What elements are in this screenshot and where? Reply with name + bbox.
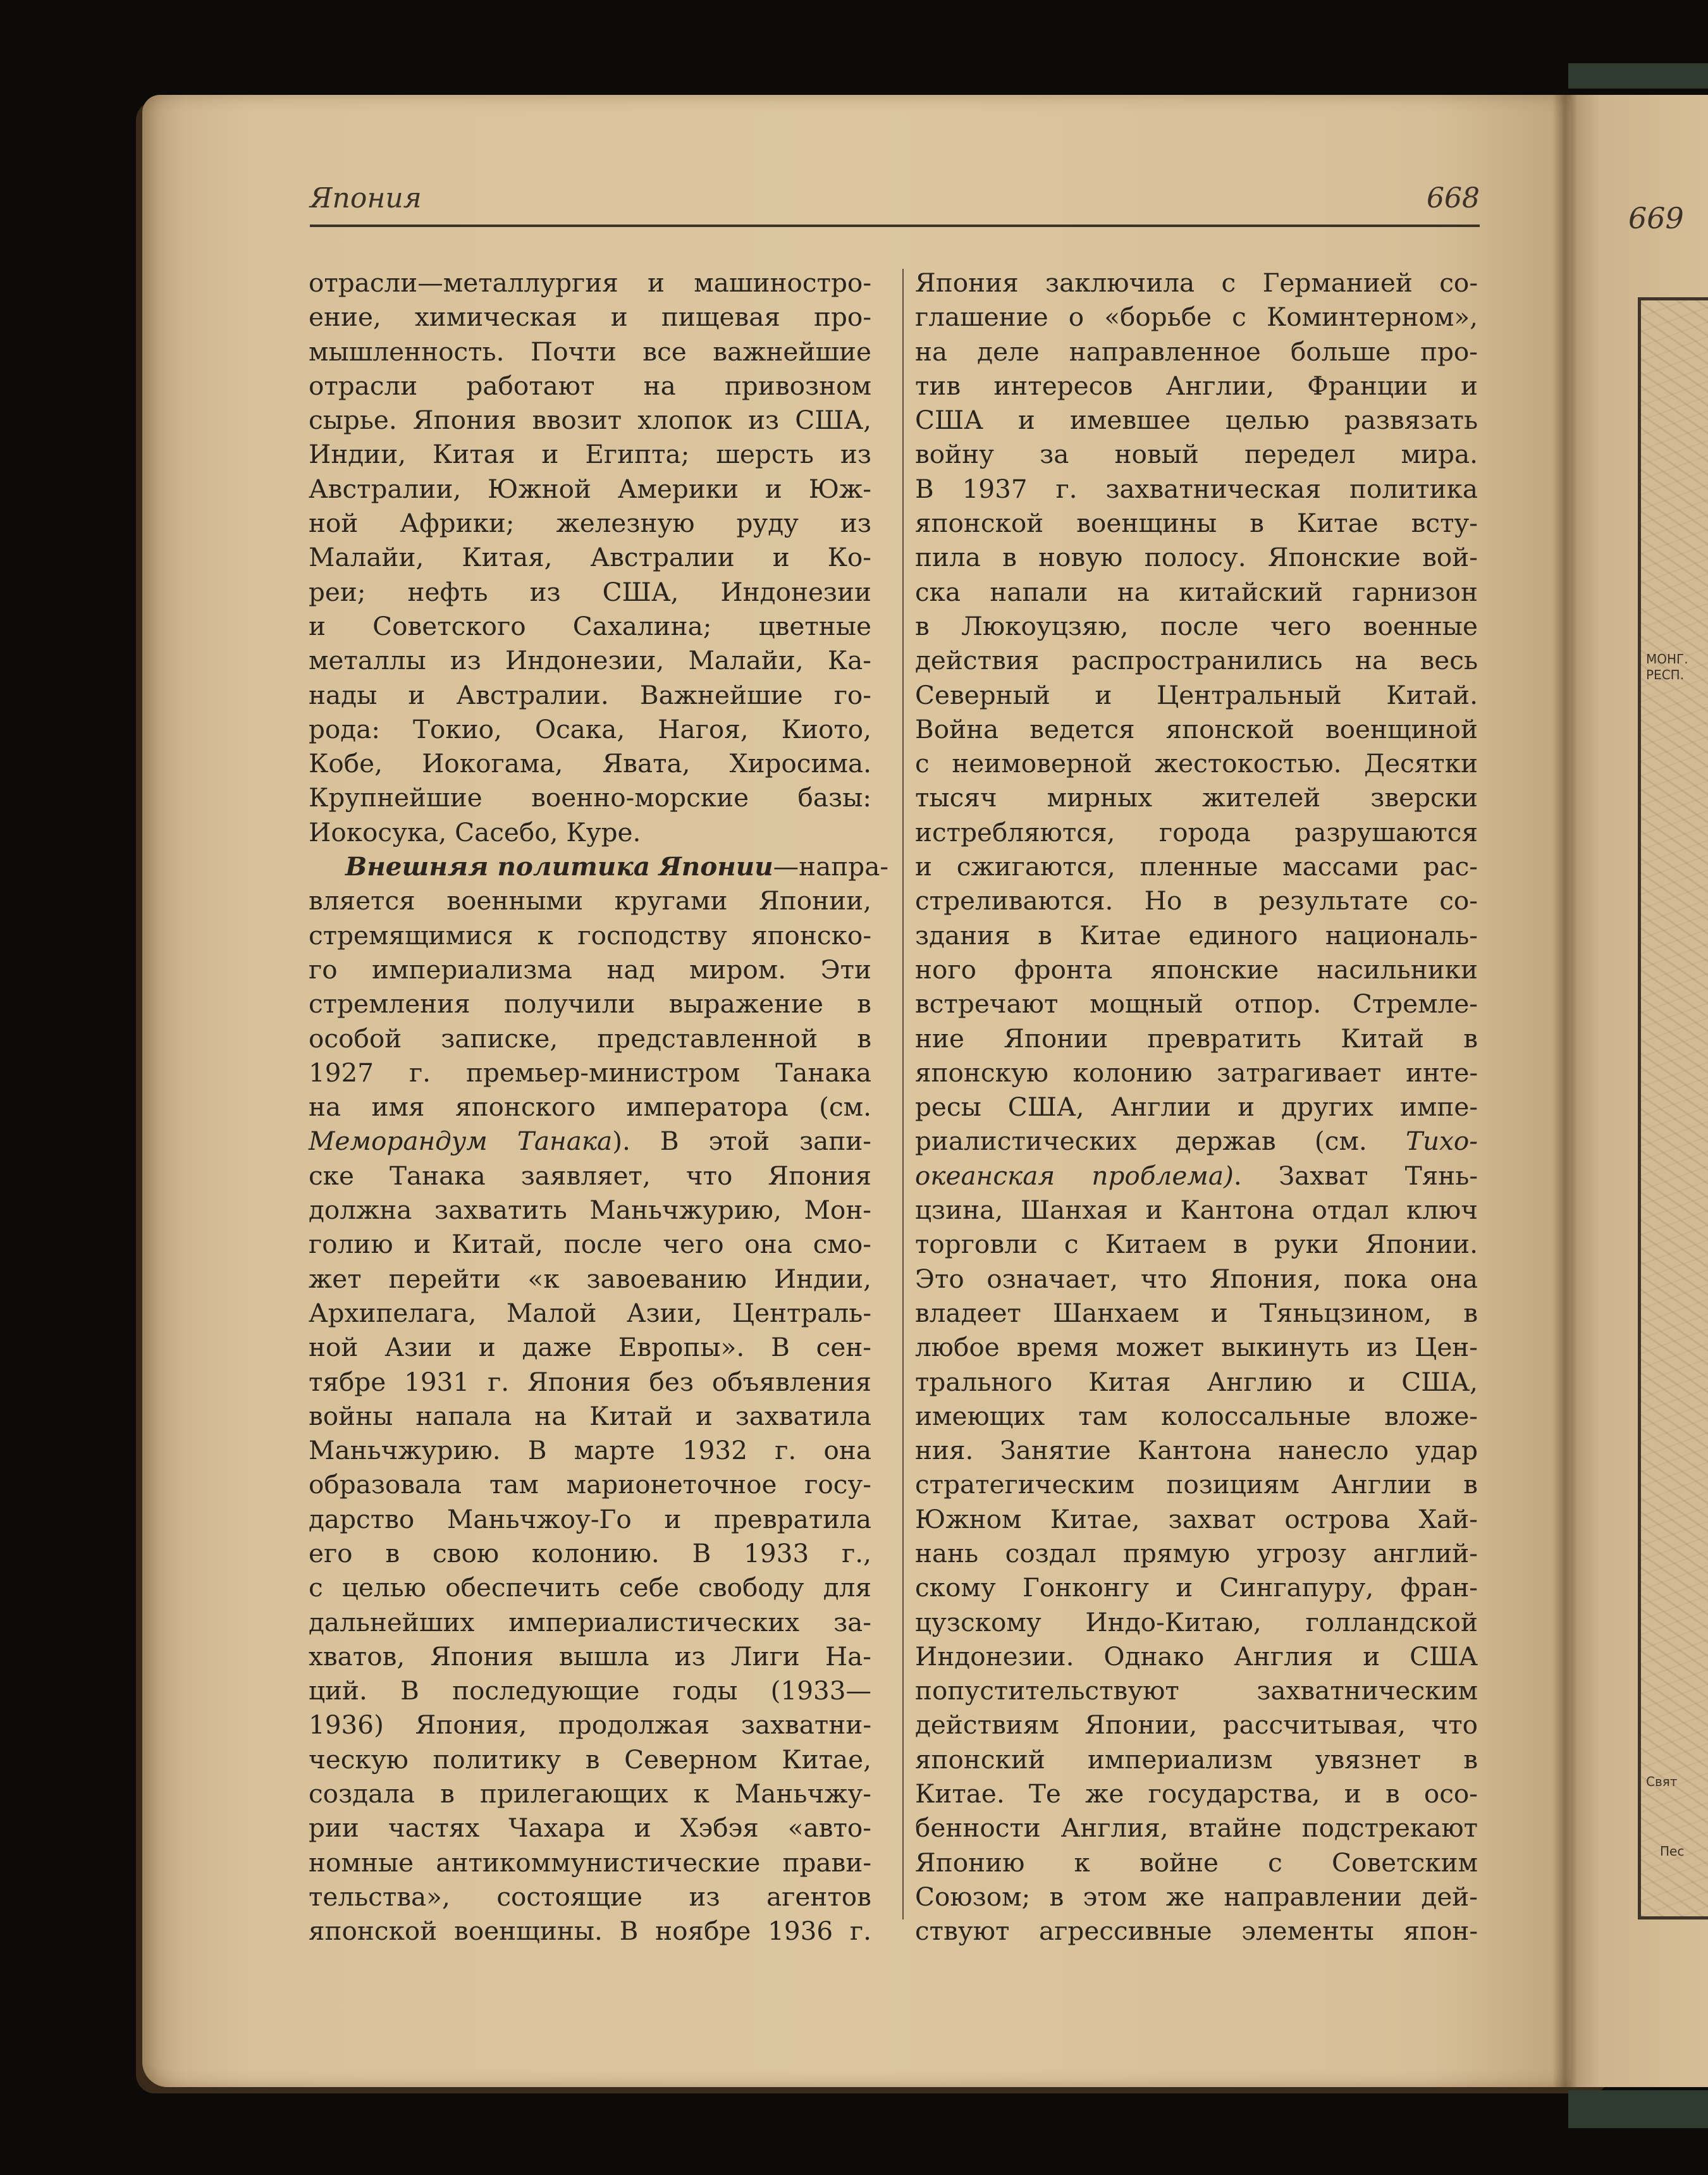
text-line	[309, 1124, 871, 1158]
text-line: реи; нефть из США, Индонезии	[309, 576, 871, 607]
text-line: Малайи, Китая, Австралии и Ко-	[309, 542, 871, 573]
text-line: цузскому Индо-Китаю, голландской	[915, 1606, 1478, 1637]
text-line: В 1937 г. захватническая политика	[915, 473, 1478, 504]
text-line: встречают мощный отпор. Стремле-	[915, 989, 1478, 1020]
text-line: японский империализм увязнет в	[915, 1744, 1478, 1775]
text-line: отрасли—металлургия и машиностро-	[309, 268, 871, 298]
text-line: нань создал прямую угрозу англий-	[915, 1537, 1478, 1568]
text-line: стратегическим позициям Англии в	[915, 1469, 1478, 1500]
text-line: с неимоверной жестокостью. Десятки	[915, 748, 1478, 779]
text-line	[309, 849, 889, 884]
section-heading: Внешняя политика Японии	[345, 851, 773, 882]
text-line: Война ведется японской военщиной	[915, 713, 1478, 744]
text-line: должна захватить Маньчжурию, Мон-	[309, 1195, 871, 1226]
text-line: 1936) Япония, продолжая захватни-	[309, 1710, 871, 1741]
text-line: Япония заключила с Германией со-	[915, 268, 1478, 298]
text-line: голию и Китай, после чего она смо-	[309, 1229, 871, 1260]
text-line: го империализма над миром. Эти	[309, 954, 871, 985]
text-line: Индонезии. Однако Англия и США	[915, 1641, 1478, 1672]
cross-reference: Тихо-	[1405, 1126, 1478, 1157]
text-line: и Советского Сахалина; цветные	[309, 610, 871, 641]
text-line: трального Китая Англию и США,	[915, 1366, 1478, 1397]
text-line: ной Азии и даже Европы». В сен-	[309, 1332, 871, 1363]
text-line: США и имевшее целью развязать	[915, 405, 1478, 436]
text-line: торговли с Китаем в руки Японии.	[915, 1229, 1478, 1260]
text-line: тябре 1931 г. Япония без объявления	[309, 1366, 871, 1397]
text-run: ). В этой запи-	[612, 1126, 871, 1157]
right-page-number: 669	[1628, 201, 1684, 235]
gutter-shadow	[1552, 95, 1578, 2087]
text-line: образовала там марионеточное госу-	[309, 1469, 871, 1500]
text-line: войну за новый передел мира.	[915, 439, 1478, 470]
right-text-column	[915, 266, 1478, 1949]
text-line: Иокосука, Сасебо, Куре.	[309, 816, 641, 847]
text-line: ние Японии превратить Китай в	[915, 1023, 1478, 1054]
text-line: дарство Маньчжоу-Го и превратила	[309, 1503, 871, 1534]
binding-bottom	[1568, 2090, 1708, 2128]
text-line: пила в новую полосу. Японские вой-	[915, 542, 1478, 573]
text-line: цзина, Шанхая и Кантона отдал ключ	[915, 1195, 1478, 1226]
text-line: Южном Китае, захват острова Хай-	[915, 1503, 1478, 1534]
text-line: Архипелага, Малой Азии, Централь-	[309, 1297, 871, 1328]
text-line: действиям Японии, рассчитывая, что	[915, 1710, 1478, 1741]
text-line: тив интересов Англии, Франции и	[915, 370, 1478, 401]
text-line: мышленность. Почти все важнейшие	[309, 336, 871, 367]
text-line: Кобе, Иокогама, Явата, Хиросима.	[309, 748, 871, 779]
text-line: здания в Китае единого националь-	[915, 920, 1478, 951]
text-line: японской военщины. В ноябре 1936 г.	[309, 1916, 871, 1947]
map-label: Пес	[1660, 1844, 1685, 1859]
text-line: Маньчжурию. В марте 1932 г. она	[309, 1435, 871, 1466]
text-line: особой записке, представленной в	[309, 1023, 871, 1054]
text-line: глашение о «борьбе с Коминтерном»,	[915, 302, 1478, 333]
text-line: истребляются, города разрушаются	[915, 816, 1478, 847]
map-fragment	[1638, 297, 1708, 1919]
text-line: скому Гонконгу и Сингапуру, фран-	[915, 1572, 1478, 1603]
cross-reference: океанская проблема)	[915, 1160, 1234, 1191]
text-line: бенности Англия, втайне подстрекают	[915, 1813, 1478, 1844]
text-line: номные антикоммунистические прави-	[309, 1847, 871, 1878]
text-line: владеет Шанхаем и Тяньцзином, в	[915, 1297, 1478, 1328]
text-line: тельства», состоящие из агентов	[309, 1881, 871, 1912]
text-line: ение, химическая и пищевая про-	[309, 302, 871, 333]
text-line: с целью обеспечить себе свободу для	[309, 1572, 871, 1603]
map-label: РЕСП.	[1646, 667, 1685, 682]
text-line: жет перейти «к завоеванию Индии,	[309, 1263, 871, 1294]
running-head-title: Япония	[310, 182, 422, 214]
text-line: ций. В последующие годы (1933—	[309, 1675, 871, 1706]
text-line: в Люкоуцзяю, после чего военные	[915, 610, 1478, 641]
text-line	[915, 1159, 1478, 1193]
text-line: вляется военными кругами Японии,	[309, 885, 871, 916]
text-line: Японию к войне с Советским	[915, 1847, 1478, 1878]
header-rule	[310, 225, 1480, 227]
text-line: стремящимися к господству японско-	[309, 920, 871, 951]
text-line: Китае. Те же государства, и в осо-	[915, 1778, 1478, 1809]
text-line: японской военщины в Китае всту-	[915, 508, 1478, 539]
running-head	[310, 182, 1480, 220]
text-line: имеющих там колоссальные вложе-	[915, 1400, 1478, 1431]
text-line: стреливаются. Но в результате со-	[915, 885, 1478, 916]
text-line: Северный и Центральный Китай.	[915, 679, 1478, 710]
text-line: ния. Занятие Кантона нанесло удар	[915, 1435, 1478, 1466]
column-divider	[902, 269, 904, 1919]
text-line: и сжигаются, пленные массами рас-	[915, 851, 1478, 882]
text-line: ческую политику в Северном Китае,	[309, 1744, 871, 1775]
text-line: любое время может выкинуть из Цен-	[915, 1332, 1478, 1363]
text-line: ресы США, Англии и других импе-	[915, 1092, 1478, 1123]
text-line: его в свою колонию. В 1933 г.,	[309, 1537, 871, 1568]
text-line	[915, 1124, 1478, 1158]
text-line: создала в прилегающих к Маньчжу-	[309, 1778, 871, 1809]
text-line: 1927 г. премьер-министром Танака	[309, 1057, 871, 1088]
text-line: ске Танака заявляет, что Япония	[309, 1160, 871, 1191]
text-line: рода: Токио, Осака, Нагоя, Киото,	[309, 713, 871, 744]
text-line: дальнейших империалистических за-	[309, 1606, 871, 1637]
text-line: Союзом; в этом же направлении дей-	[915, 1881, 1478, 1912]
text-run: . Захват Тянь-	[1233, 1160, 1478, 1191]
map-label: Свят	[1646, 1774, 1678, 1789]
text-run: —напра-	[773, 851, 889, 882]
text-line: хватов, Япония вышла из Лиги На-	[309, 1641, 871, 1672]
text-line: тысяч мирных жителей зверски	[915, 782, 1478, 813]
text-line: ного фронта японские насильники	[915, 954, 1478, 985]
text-line: Это означает, что Япония, пока она	[915, 1263, 1478, 1294]
text-line: Австралии, Южной Америки и Юж-	[309, 473, 871, 504]
text-line: на деле направленное больше про-	[915, 336, 1478, 367]
text-line: отрасли работают на привозном	[309, 370, 871, 401]
text-line: ска напали на китайский гарнизон	[915, 576, 1478, 607]
map-label: МОНГ.	[1646, 651, 1688, 667]
binding-top	[1568, 63, 1708, 89]
text-line: попустительствуют захватническим	[915, 1675, 1478, 1706]
text-line: японскую колонию затрагивает инте-	[915, 1057, 1478, 1088]
text-line: на имя японского императора (см.	[309, 1092, 871, 1123]
text-line: ной Африки; железную руду из	[309, 508, 871, 539]
text-line: стремления получили выражение в	[309, 989, 871, 1020]
text-line: металлы из Индонезии, Малайи, Ка-	[309, 645, 871, 676]
text-line: сырье. Япония ввозит хлопок из США,	[309, 405, 871, 436]
text-run: риалистических держав (см.	[915, 1126, 1406, 1157]
text-line: ствуют агрессивные элементы япон-	[915, 1916, 1478, 1947]
text-line: войны напала на Китай и захватила	[309, 1400, 871, 1431]
text-line: Индии, Китая и Египта; шерсть из	[309, 439, 871, 470]
text-line: Крупнейшие военно-морские базы:	[309, 782, 871, 813]
text-line: рии частях Чахара и Хэбэя «авто-	[309, 1813, 871, 1844]
text-line: действия распространились на весь	[915, 645, 1478, 676]
left-text-column	[309, 266, 889, 1949]
text-line: нады и Австралии. Важнейшие го-	[309, 679, 871, 710]
page-number: 668	[1427, 182, 1480, 214]
cross-reference: Меморандум Танака	[309, 1126, 613, 1157]
